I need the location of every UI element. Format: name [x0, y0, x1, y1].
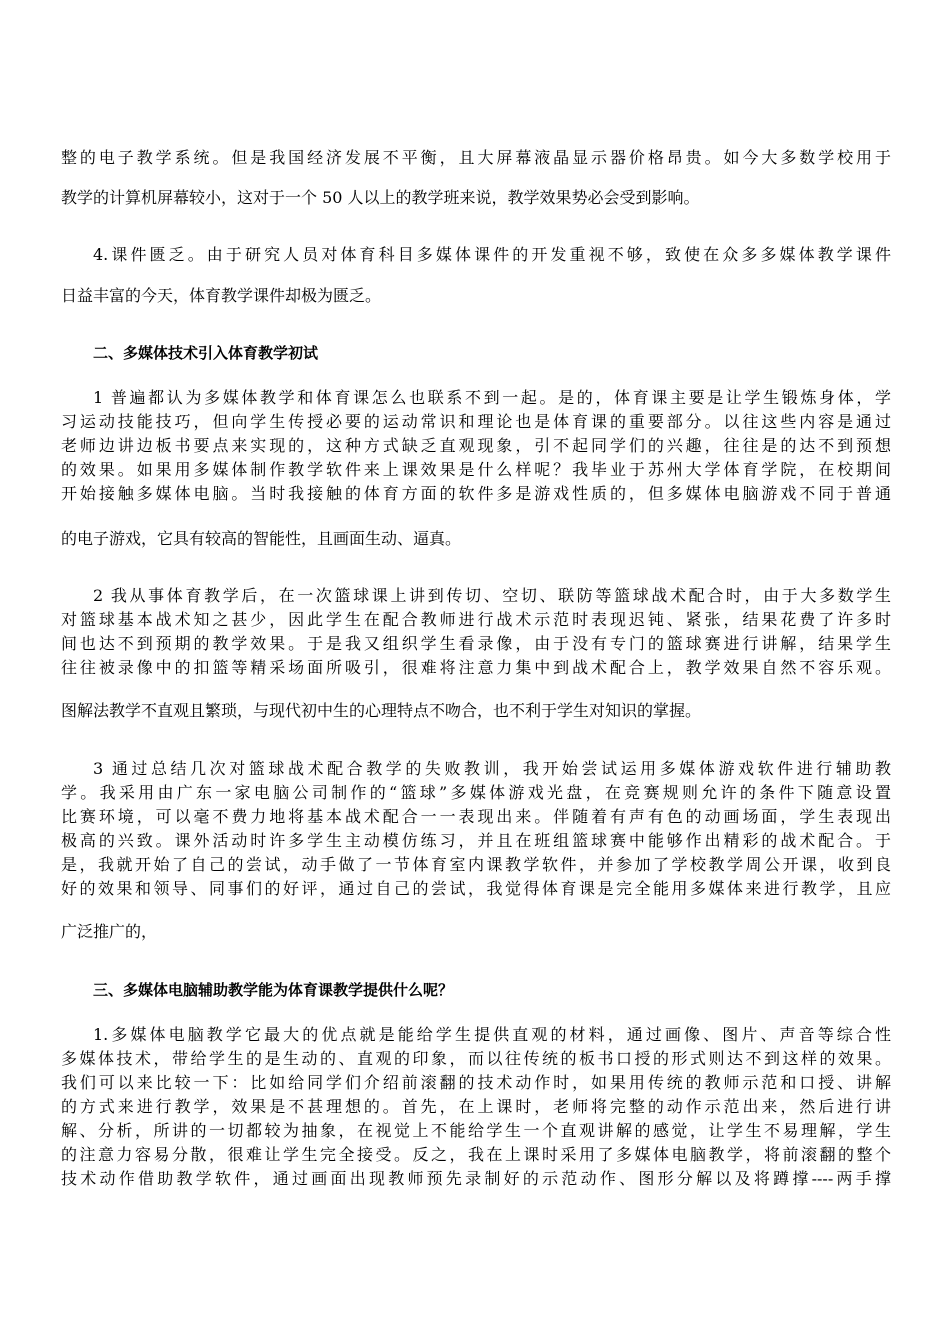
text-line: 的电子游戏，它具有较高的智能性，且画面生动、逼真。 — [61, 529, 462, 548]
text-line: 2 我从事体育教学后，在一次篮球课上讲到传切、空切、联防等篮球战术配合时，由于大多数学生 — [93, 586, 891, 605]
text-line: 间也达不到预期的教学效果。于是我又组织学生看录像，由于没有专门的篮球赛进行讲解，结果学生 — [61, 634, 891, 653]
text-line: 广泛推广的， — [61, 922, 158, 941]
text-line: 教学的计算机屏幕较小，这对于一个 50 人以上的教学班来说，教学效果势必会受到影响。 — [61, 188, 700, 207]
text-line: 的效果。如果用多媒体制作教学软件来上课效果是什么样呢？我毕业于苏州大学体育学院，在校期间 — [61, 460, 891, 479]
text-line: 1 普遍都认为多媒体教学和体育课怎么也联系不到一起。是的，体育课主要是让学生锻炼身体，学 — [93, 388, 891, 407]
section-heading: 二、多媒体技术引入体育教学初试 — [93, 344, 319, 362]
text-line: 的注意力容易分散，很难让学生完全接受。反之，我在上课时采用了多媒体电脑教学，将前滚翻的整个 — [61, 1145, 891, 1164]
text-line: 对篮球基本战术知之甚少，因此学生在配合教师进行战术示范时表现迟钝、紧张，结果花费了许多时 — [61, 610, 891, 629]
text-line: 开始接触多媒体电脑。当时我接触的体育方面的软件多是游戏性质的，但多媒体电脑游戏不同于普通 — [61, 484, 891, 503]
text-line: 极高的兴致。课外活动时许多学生主动模仿练习，并且在班组篮球赛中能够作出精彩的战术配合。于 — [61, 831, 891, 850]
text-line: 3 通过总结几次对篮球战术配合教学的失败教训，我开始尝试运用多媒体游戏软件进行辅助教 — [93, 759, 891, 778]
text-line: 的方式来进行教学，效果是不甚理想的。首先，在上课时，老师将完整的动作示范出来，然后进行讲 — [61, 1097, 891, 1116]
text-line: 好的效果和领导、同事们的好评，通过自己的尝试，我觉得体育课是完全能用多媒体来进行教学，且应 — [61, 879, 891, 898]
text-line: 整的电子教学系统。但是我国经济发展不平衡，且大屏幕液晶显示器价格昂贵。如今大多数学校用于 — [61, 148, 891, 167]
text-line: 我们可以来比较一下：比如给同学们介绍前滚翻的技术动作时，如果用传统的教师示范和口授、讲解 — [61, 1073, 891, 1092]
text-line: 图解法教学不直观且繁琐，与现代初中生的心理特点不吻合，也不利于学生对知识的掌握。 — [61, 701, 702, 720]
text-line: 习运动技能技巧，但向学生传授必要的运动常识和理论也是体育课的重要部分。以往这些内容是通过 — [61, 412, 891, 431]
text-line: 学。我采用由广东一家电脑公司制作的“篮球”多媒体游戏光盘，在竞赛规则允许的条件下随意设置 — [61, 783, 891, 802]
text-line: 比赛环境，可以毫不费力地将基本战术配合一一表现出来。伴随着有声有色的动画场面，学生表现出 — [61, 807, 891, 826]
text-line: 1.多媒体电脑教学它最大的优点就是能给学生提供直观的材料，通过画像、图片、声音等综合性 — [93, 1025, 891, 1044]
text-line: 技术动作借助教学软件，通过画面出现教师预先录制好的示范动作、图形分解以及将蹲撑----两手撑 — [61, 1169, 891, 1188]
text-line: 多媒体技术，带给学生的是生动的、直观的印象，而以往传统的板书口授的形式则达不到这样的效果。 — [61, 1049, 891, 1068]
text-line: 老师边讲边板书要点来实现的，这种方式缺乏直观现象，引不起同学们的兴趣，往往是的达不到预想 — [61, 436, 891, 455]
text-line: 日益丰富的今天，体育教学课件却极为匮乏。 — [61, 286, 382, 305]
text-line: 4.课件匮乏。由于研究人员对体育科目多媒体课件的开发重视不够，致使在众多多媒体教学课件 — [93, 245, 891, 264]
text-line: 是，我就开始了自己的尝试，动手做了一节体育室内课教学软件，并参加了学校教学周公开课，收到良 — [61, 855, 891, 874]
section-heading: 三、多媒体电脑辅助教学能为体育课教学提供什么呢？ — [93, 981, 454, 999]
text-line: 解、分析，所讲的一切都较为抽象，在视觉上不能给学生一个直观讲解的感觉，让学生不易理解，学生 — [61, 1121, 891, 1140]
text-line: 往往被录像中的扣篮等精采场面所吸引，很难将注意力集中到战术配合上，教学效果自然不容乐观。 — [61, 658, 891, 677]
